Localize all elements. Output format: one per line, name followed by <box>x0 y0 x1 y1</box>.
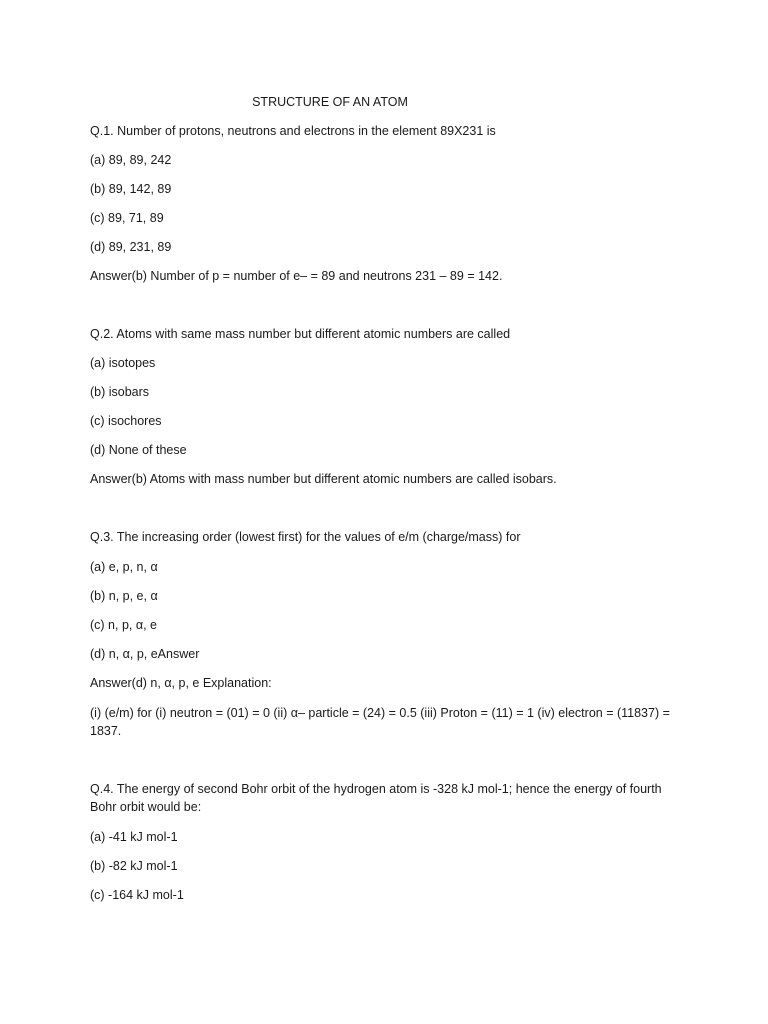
question-2-option-b: (b) isobars <box>90 385 150 399</box>
question-1-option-a: (a) 89, 89, 242 <box>90 153 172 167</box>
question-3-answer: Answer(d) n, α, p, e Explanation: <box>90 676 272 690</box>
question-2-answer: Answer(b) Atoms with mass number but different atomic numbers are called isobars. <box>90 472 557 486</box>
question-3-option-b: (b) n, p, e, α <box>90 589 158 603</box>
question-4-text: Q.4. The energy of second Bohr orbit of the hydrogen atom is -328 kJ mol-1; hence the energy of fourth Bohr orbit would be: <box>90 782 662 814</box>
question-3-option-c: (c) n, p, α, e <box>90 618 157 632</box>
question-2-option-d: (d) None of these <box>90 443 187 457</box>
question-3-text: Q.3. The increasing order (lowest first) for the values of e/m (charge/mass) for <box>90 530 521 544</box>
question-3-explanation: (i) (e/m) for (i) neutron = (01) = 0 (ii) α– particle = (24) = 0.5 (iii) Proton = (11) = 1 (iv) electron = (11837) = 1837. <box>90 706 670 738</box>
document-title: STRUCTURE OF AN ATOM <box>252 95 408 109</box>
question-1-option-c: (c) 89, 71, 89 <box>90 211 164 225</box>
question-2-option-c: (c) isochores <box>90 414 162 428</box>
question-3-option-a: (a) e, p, n, α <box>90 560 158 574</box>
question-1-option-d: (d) 89, 231, 89 <box>90 240 172 254</box>
question-4-option-a: (a) -41 kJ mol-1 <box>90 830 178 844</box>
question-1-text: Q.1. Number of protons, neutrons and electrons in the element 89X231 is <box>90 124 496 138</box>
question-1-option-b: (b) 89, 142, 89 <box>90 182 172 196</box>
question-3-option-d: (d) n, α, p, eAnswer <box>90 647 200 661</box>
question-4-option-b: (b) -82 kJ mol-1 <box>90 859 178 873</box>
question-2-option-a: (a) isotopes <box>90 356 156 370</box>
question-4-option-c: (c) -164 kJ mol-1 <box>90 888 184 902</box>
question-1-answer: Answer(b) Number of p = number of e– = 89 and neutrons 231 – 89 = 142. <box>90 269 503 283</box>
question-2-text: Q.2. Atoms with same mass number but different atomic numbers are called <box>90 327 511 341</box>
